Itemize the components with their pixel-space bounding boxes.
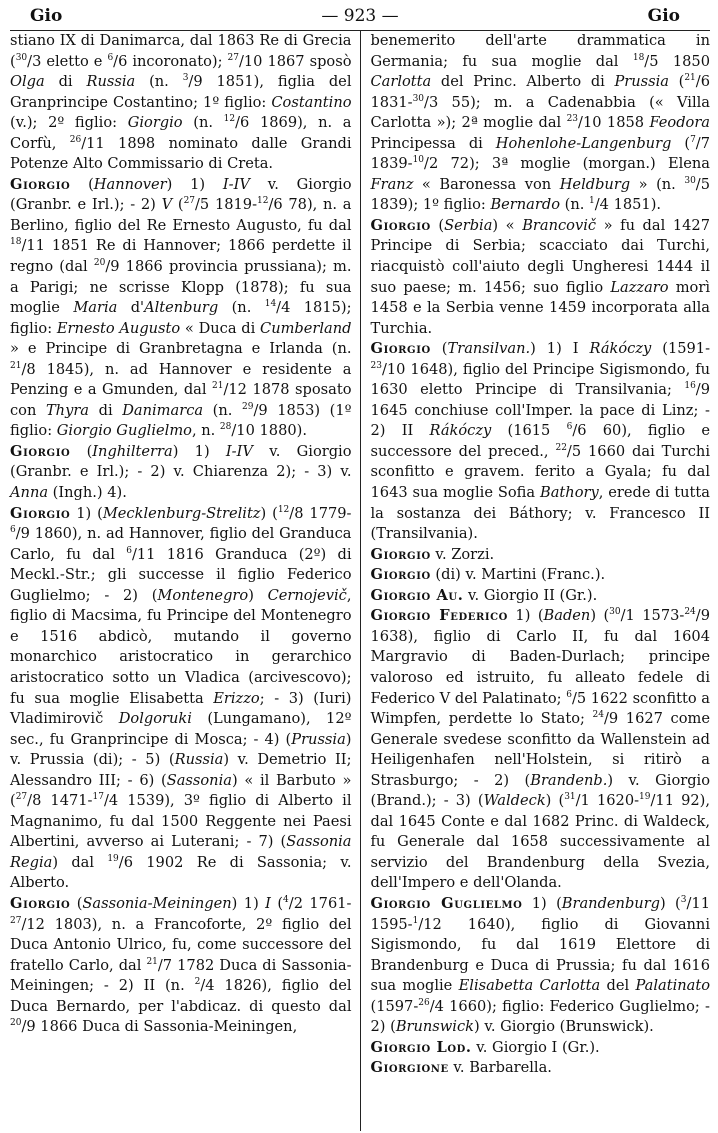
entry-text: v. Zorzi. <box>430 545 495 563</box>
superscript: 27 <box>15 792 28 803</box>
italic-text: Hannover <box>93 175 167 193</box>
right-column <box>361 31 711 1131</box>
italic-text: Ernesto Augusto <box>56 319 181 337</box>
superscript: 6 <box>10 525 16 536</box>
entry-headword: Giorgio Guglielmo <box>370 894 523 912</box>
entry-text: /9 1627 come Generale svedese sconfitto da Wallenstein ad Heiligenhafen nell'Holstein, si ritirò a Strasburgo; - 2) ( <box>370 710 710 789</box>
entry-text: « Baronessa von <box>413 175 560 193</box>
superscript: 7 <box>690 134 696 145</box>
entry-text: (n. <box>218 299 265 317</box>
entry-text: v. Giorgio (Granbr. e Irl.); - 2) v. Chiarenza 2); - 3) v. <box>10 442 352 481</box>
entry-text: ) 1) I <box>530 340 590 358</box>
superscript: 17 <box>92 792 104 803</box>
entry-text: /12 1803), n. a Francoforte, 2º figlio del Duca Antonio Ulrico, fu, come successore del fratello Carlo, dal <box>10 915 352 974</box>
entry-text: ( <box>70 175 94 193</box>
entry-text: di <box>89 401 123 419</box>
entry-headword: Giorgio Au. <box>370 586 464 604</box>
superscript: 29 <box>242 401 254 412</box>
entry-text: 1) ( <box>508 607 544 625</box>
superscript: 2 <box>194 977 201 988</box>
superscript: 1 <box>412 915 419 926</box>
dictionary-entry <box>371 565 711 586</box>
text-columns <box>10 31 710 1131</box>
italic-text: Sassonia <box>166 771 232 789</box>
superscript: 21 <box>212 381 224 392</box>
superscript: 20 <box>93 258 106 269</box>
entry-text: /3 eletto e <box>27 52 108 70</box>
italic-text: Montenegro <box>157 586 249 604</box>
dictionary-entry <box>371 1058 711 1079</box>
entry-text: ) 1) <box>166 175 223 193</box>
entry-text: /10 1858 <box>578 114 650 132</box>
dictionary-entry <box>371 339 711 544</box>
entry-text: /5 1839); 1º figlio: <box>370 175 710 214</box>
superscript: 26 <box>418 997 430 1008</box>
superscript: 21 <box>10 360 22 371</box>
entry-text: ) dal <box>52 853 108 871</box>
italic-text: I <box>265 894 271 912</box>
italic-text: I-IV <box>222 175 250 193</box>
entry-text: /6 1902 Re di Sassonia; v. Alberto. <box>10 853 352 892</box>
italic-text: Palatinato <box>635 977 710 995</box>
italic-text: Brunswick <box>395 1018 474 1036</box>
italic-text: Sassonia-Meiningen <box>82 894 232 912</box>
entry-text: /9 1860), n. ad Hannover, figlio del Granduca Carlo, fu dal <box>10 525 352 563</box>
entry-text: /1 1620- <box>575 792 640 810</box>
italic-text: Altenburg <box>144 299 219 317</box>
italic-text: Anna <box>10 484 49 502</box>
superscript: 14 <box>264 299 277 310</box>
superscript: 10 <box>412 155 425 166</box>
superscript: 6 <box>107 52 114 63</box>
italic-text: Giorgio Guglielmo <box>56 422 192 440</box>
superscript: 6 <box>566 689 572 700</box>
dictionary-entry <box>371 586 711 607</box>
italic-text: Elisabetta Carlotta <box>458 977 601 995</box>
entry-text: v. Giorgio I (Gr.). <box>471 1038 600 1056</box>
entry-text: /11 1816 Granduca (2º) di Meckl.-Str.; gli successe il figlio Federico Guglielmo; - 2) ( <box>10 545 352 604</box>
italic-text: Maria <box>73 299 118 317</box>
entry-text: /11 1898 nominato dalle Grandi Potenze Alto Commissario di Creta. <box>10 134 352 173</box>
entry-text: (1597- <box>370 997 419 1015</box>
entry-text: ) ( <box>590 607 610 625</box>
italic-text: Danimarca <box>122 401 204 419</box>
entry-text: , n. <box>191 422 220 440</box>
page-number: — 923 — <box>321 6 399 26</box>
entry-text: /4 1826), figlio del Duca Bernardo, per l'abdicaz. di questo dal <box>10 977 352 1015</box>
entry-text: ) « <box>492 216 523 234</box>
entry-headword: Giorgio <box>370 545 431 563</box>
italic-text: Brandenb. <box>530 771 608 789</box>
italic-text: Prussia <box>291 730 346 748</box>
entry-text: ( <box>70 442 93 460</box>
entry-text: /11 1595- <box>370 894 710 933</box>
entry-headword: Giorgio <box>370 340 431 358</box>
italic-text: Mecklenburg-Strelitz <box>102 504 261 522</box>
entry-text: (Lungamano), 12º sec., fu Granprincipe di Mosca; - 4) ( <box>10 710 352 748</box>
italic-text: I-IV <box>225 442 253 460</box>
dictionary-entry <box>10 894 352 1038</box>
entry-text: /6 incoronato); <box>113 52 228 70</box>
entry-headword: Giorgio Federico <box>370 607 508 625</box>
entry-text: /9 1645 conchiuse coll'Imper. la pace di Linz; - 2) II <box>370 381 710 440</box>
entry-headword: Giorgio <box>370 566 431 584</box>
italic-text: Carlotta <box>370 73 432 91</box>
entry-text: /4 1851). <box>594 196 662 214</box>
superscript: 16 <box>684 381 696 392</box>
italic-text: Russia <box>174 751 224 769</box>
dictionary-entry <box>10 504 352 894</box>
entry-text: /10 1880). <box>231 422 307 440</box>
entry-text: » e Principe di Granbretagna e Irlanda (n. <box>10 340 352 358</box>
left-column <box>10 31 360 1131</box>
superscript: 31 <box>564 792 576 803</box>
superscript: 24 <box>684 607 696 618</box>
superscript: 22 <box>555 443 567 454</box>
italic-text: Feodora <box>649 114 710 132</box>
superscript: 27 <box>183 196 196 207</box>
entry-text: ) 1) <box>231 894 266 912</box>
entry-headword: Giorgio <box>10 504 71 522</box>
dictionary-entry <box>371 1038 711 1059</box>
italic-text: Brancovič <box>522 216 597 234</box>
entry-text: » fu dal 1427 Principe di Serbia; scacciato dai Turchi, riacquistò coll'aiuto degli Ungheresi 1444 il suo paese; m. 1456; suo figlio <box>370 216 710 296</box>
entry-text: ( <box>172 196 184 214</box>
entry-text: » (n. <box>630 175 685 193</box>
entry-headword: Giorgio Lod. <box>370 1038 472 1056</box>
entry-headword: Giorgione <box>370 1059 449 1077</box>
italic-text: Giorgio <box>127 114 183 132</box>
entry-text: /11 1851 Re di Hannover; 1866 perdette il regno (dal <box>10 237 352 276</box>
entry-text: /8 1471- <box>27 792 93 810</box>
entry-text: ( <box>669 73 685 91</box>
superscript: 30 <box>684 175 696 186</box>
superscript: 23 <box>370 360 382 371</box>
entry-text: /5 1819- <box>195 196 258 214</box>
entry-text: /6 1831- <box>370 73 710 111</box>
superscript: 21 <box>146 956 158 967</box>
superscript: 27 <box>227 52 239 63</box>
italic-text: V <box>161 196 173 214</box>
entry-text: Principessa di <box>370 134 496 152</box>
entry-text: ( <box>430 340 448 358</box>
entry-text: /10 1648), figlio del Principe Sigismondo, fu 1630 eletto Principe di Transilvania; <box>370 360 710 399</box>
entry-text: (1591- <box>651 340 711 358</box>
entry-text: (1615 <box>491 422 567 440</box>
entry-text: (n. <box>135 73 183 91</box>
entry-text: (v.); 2º figlio: <box>10 114 128 132</box>
entry-text: /2 72); 3ª moglie (morgan.) Elena <box>424 155 710 173</box>
italic-text: Franz <box>370 175 414 193</box>
superscript: 18 <box>632 52 645 63</box>
entry-text: ( <box>671 134 691 152</box>
entry-text: /11 92), dal 1645 Conte e dal 1682 Princ. di Waldeck, fu Generale dal 1658 successivamente al servizio del Brandenburg della Svezia, dell'Impero e dell'Olanda. <box>370 792 711 892</box>
superscript: 30 <box>609 607 621 618</box>
entry-text: /3 55); m. a Cadenabbia (« Villa Carlotta »); 2ª moglie dal <box>370 93 710 132</box>
italic-text: Olga <box>10 73 45 91</box>
superscript: 30 <box>15 52 28 63</box>
entry-text: ( <box>270 894 284 912</box>
entry-text: /12 1878 sposato con <box>10 381 352 419</box>
entry-text: /9 1866 provincia prussiana); m. a Parigi; ne scrisse Klopp (1878); fu sua moglie <box>10 258 352 317</box>
superscript: 26 <box>69 134 82 145</box>
italic-text: Rákóczy <box>589 340 652 358</box>
superscript: 4 <box>283 895 289 906</box>
italic-text: Hohenlohe-Langenburg <box>495 134 672 152</box>
entry-text: , figlio di Macsima, fu Principe del Montenegro e 1516 abdicò, mutando il governo monarchico aristocratico in gerarchico aristocratico sotto un Vladica (arcivescovo); fu sua moglie Elisabetta <box>10 586 352 707</box>
entry-text: ) « il Barbuto » ( <box>10 771 352 810</box>
entry-text: del <box>600 977 636 995</box>
superscript: 30 <box>412 93 425 104</box>
superscript: 23 <box>566 114 579 125</box>
italic-text: Heldburg <box>559 175 631 193</box>
superscript: 28 <box>219 422 232 433</box>
italic-text: Lazzaro <box>610 278 669 296</box>
entry-text: /9 1853) (1º figlio: <box>10 401 352 440</box>
superscript: 3 <box>182 73 189 84</box>
entry-text: ( <box>70 894 83 912</box>
entry-text: /4 1539), 3º figlio di Alberto il Magnanimo, fu dal 1500 Reggente nei Paesi Albertini, avverso ai Luterani; - 7) ( <box>10 792 352 851</box>
entry-text: /8 1845), n. ad Hannover e residente a Penzing e a Gmunden, dal <box>10 360 352 399</box>
entry-text: « Duca di <box>180 319 261 337</box>
entry-headword: Giorgio <box>10 175 71 193</box>
superscript: 19 <box>107 854 119 865</box>
entry-text: morì 1458 e la Serbia venne 1459 incorporata alla Turchia. <box>370 278 710 337</box>
italic-text: Rákóczy <box>429 422 492 440</box>
entry-text: ) 1) <box>172 442 226 460</box>
entry-text: /6 78), n. a Berlino, figlio del Re Ernesto Augusto, fu dal <box>10 196 352 234</box>
italic-text: Bernardo <box>490 196 560 214</box>
entry-text: /2 1761- <box>288 894 352 912</box>
entry-text: /5 1622 sconfitto a Wimpfen, perdette lo Stato; <box>370 689 711 728</box>
entry-text: /9 1866 Duca di Sassonia-Meiningen, <box>21 1018 298 1036</box>
italic-text: Waldeck <box>483 792 546 810</box>
entry-text: /4 1660); figlio: Federico Guglielmo; - 2) ( <box>370 997 710 1036</box>
italic-text: Thyra <box>45 401 90 419</box>
entry-text: ) v. Prussia (di); - 5) ( <box>10 730 352 769</box>
italic-text: Brandenburg <box>561 894 661 912</box>
entry-text: /9 1851), figlia del Granprincipe Costantino; 1º figlio: <box>10 73 352 111</box>
entry-text: (di) v. Martini (Franc.). <box>430 566 606 584</box>
entry-text: v. Giorgio II (Gr.). <box>463 586 598 604</box>
entry-text: (n. <box>203 401 242 419</box>
italic-text: Cumberland <box>260 319 352 337</box>
entry-text: ) ( <box>660 894 681 912</box>
entry-text: v. Barbarella. <box>448 1059 552 1077</box>
running-head <box>10 4 710 31</box>
superscript: 12 <box>257 196 269 207</box>
entry-text: 1) ( <box>70 504 103 522</box>
entry-text: /4 1815); figlio: <box>10 299 352 337</box>
superscript: 3 <box>680 895 687 906</box>
superscript: 12 <box>223 114 236 125</box>
entry-text: /1 1573- <box>620 607 685 625</box>
entry-text: ( <box>430 216 445 234</box>
superscript: 20 <box>10 1018 22 1029</box>
entry-text: (n. <box>559 196 589 214</box>
entry-text: ) ( <box>545 792 565 810</box>
dictionary-entry <box>371 894 711 1038</box>
entry-text: /10 1867 sposò <box>238 52 352 70</box>
entry-text: di <box>44 73 87 91</box>
entry-text: /9 1638), figlio di Carlo II, fu dal 1604 Margravio di Baden-Durlach; principe valoroso ed istruito, fu alleato fedele di Federico V del Palatinato; <box>370 607 710 707</box>
italic-text: Baden <box>543 607 591 625</box>
italic-text: Russia <box>86 73 136 91</box>
dictionary-entry <box>371 606 711 894</box>
entry-text: /6 1869), n. a Corfù, <box>10 114 352 152</box>
superscript: 19 <box>639 792 651 803</box>
running-head-left: Gio <box>30 6 63 26</box>
running-head-right: Gio <box>647 6 680 26</box>
dictionary-entry <box>371 216 711 339</box>
italic-text: Cernojevič <box>267 586 347 604</box>
dictionary-entry <box>10 31 352 175</box>
entry-text: , erede di tutta la sostanza dei Báthory; v. Francesco II (Transilvania). <box>370 484 710 543</box>
entry-text: benemerito dell'arte drammatica in Germania; fu sua moglie dal <box>370 32 710 70</box>
entry-text: stiano IX di Danimarca, dal 1863 Re di Grecia ( <box>10 32 352 70</box>
entry-text: v. Giorgio (Granbr. e Irl.); - 2) <box>10 175 352 214</box>
superscript: 1 <box>589 196 595 207</box>
entry-text: (n. <box>182 114 224 132</box>
italic-text: Dolgoruki <box>118 710 192 728</box>
superscript: 6 <box>566 422 573 433</box>
entry-text: d' <box>117 299 145 317</box>
entry-text: ) ( <box>260 504 278 522</box>
entry-text: ) <box>248 586 268 604</box>
dictionary-entry <box>10 175 352 442</box>
entry-text: /5 1850 <box>644 52 710 70</box>
italic-text: Inghilterra <box>92 442 173 460</box>
entry-text: ; - 3) (Iuri) Vladimirovič <box>10 689 352 728</box>
entry-text: /5 1660 dai Turchi sconfitto e gravem. ferito a Gyala; fu dal 1643 sua moglie Sofia <box>370 442 710 502</box>
entry-text: (Ingh.) 4). <box>48 484 127 502</box>
entry-text: ) v. Demetrio II; Alessandro III; - 6) ( <box>10 751 352 789</box>
entry-text: /7 1782 Duca di Sassonia-Meiningen; - 2) II (n. <box>10 956 352 995</box>
italic-text: Erizzo <box>213 689 260 707</box>
entry-text: /8 1779- <box>289 504 352 522</box>
entry-headword: Giorgio <box>10 894 71 912</box>
italic-text: Bathory <box>540 484 599 502</box>
superscript: 12 <box>277 504 290 515</box>
italic-text: Sassonia Regia <box>10 833 352 871</box>
entry-headword: Giorgio <box>370 216 431 234</box>
entry-text: /12 1640), figlio di Giovanni Sigismondo, fu dal 1619 Elettore di Brandenburg e Duca di Prussia; fu dal 1616 sua moglie <box>370 915 710 995</box>
italic-text: Serbia <box>444 216 493 234</box>
italic-text: Costantino <box>271 93 352 111</box>
superscript: 21 <box>684 73 696 84</box>
superscript: 6 <box>126 545 132 556</box>
dictionary-entry <box>10 442 352 504</box>
entry-text: 1) ( <box>522 894 562 912</box>
superscript: 24 <box>592 710 604 721</box>
entry-text: /7 1839- <box>370 134 710 173</box>
entry-text: ) v. Giorgio (Brunswick). <box>473 1018 654 1036</box>
entry-text: del Princ. Alberto di <box>431 73 615 91</box>
dictionary-entry <box>371 545 711 566</box>
superscript: 18 <box>10 237 22 248</box>
italic-text: Prussia <box>614 73 670 91</box>
dictionary-entry <box>371 31 711 216</box>
entry-text: ) v. Giorgio (Brand.); - 3) ( <box>370 771 710 810</box>
superscript: 27 <box>10 915 22 926</box>
italic-text: Transilvan. <box>447 340 531 358</box>
entry-text: /6 60), figlio e successore del preced., <box>370 422 710 460</box>
entry-headword: Giorgio <box>10 442 71 460</box>
